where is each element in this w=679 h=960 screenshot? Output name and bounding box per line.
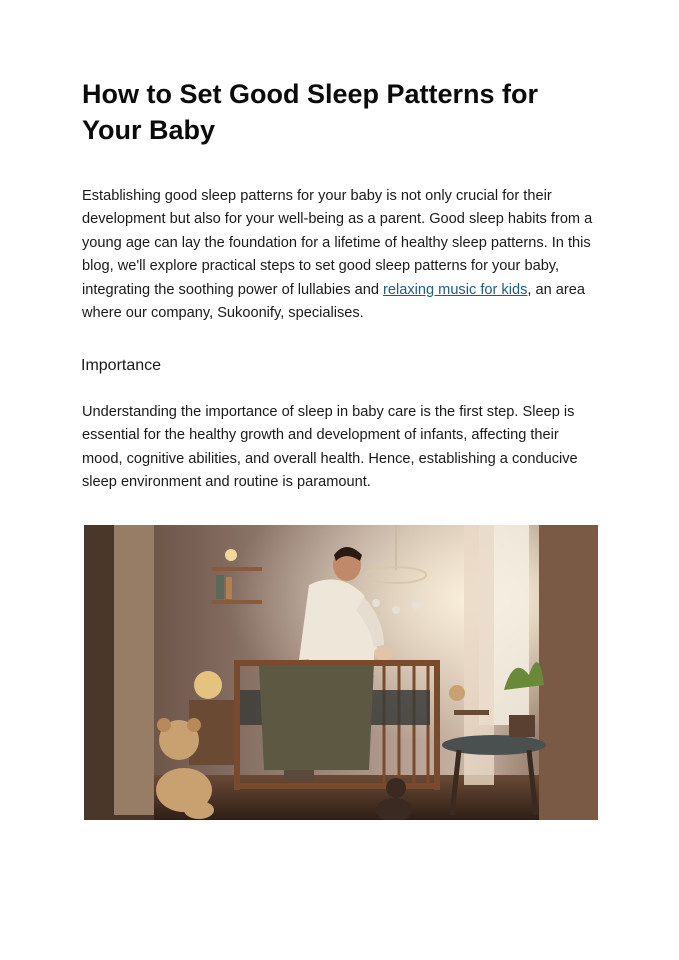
nursery-illustration-art <box>84 525 598 820</box>
nursery-illustration <box>84 525 598 820</box>
section-paragraph: Understanding the importance of sleep in baby care is the first step. Sleep is essential for the healthy growth and development of infants, affecting their mood, cognitive abilities, and overall health. Hence, establishing a conducive sleep environment and routine is paramount. <box>82 404 578 491</box>
relaxing-music-link[interactable]: relaxing music for kids <box>383 281 528 298</box>
intro-text-end: , an area where our company, Sukoonify, specialises. <box>82 281 585 322</box>
section-heading: Importance <box>81 357 162 374</box>
intro-text-start: Establishing good sleep patterns for your baby is not only crucial for their development but also for your well-being as a parent. Good sleep habits from a young age can lay the foundation for a lifetime of healthy sleep patterns. In this blog, we'll explore practical steps to set good sleep patterns for your baby, integrating the soothing power of lullabies and <box>82 188 593 298</box>
intro-paragraph <box>82 185 594 325</box>
article-title: How to Set Good Sleep Patterns for Your Baby <box>82 79 539 145</box>
